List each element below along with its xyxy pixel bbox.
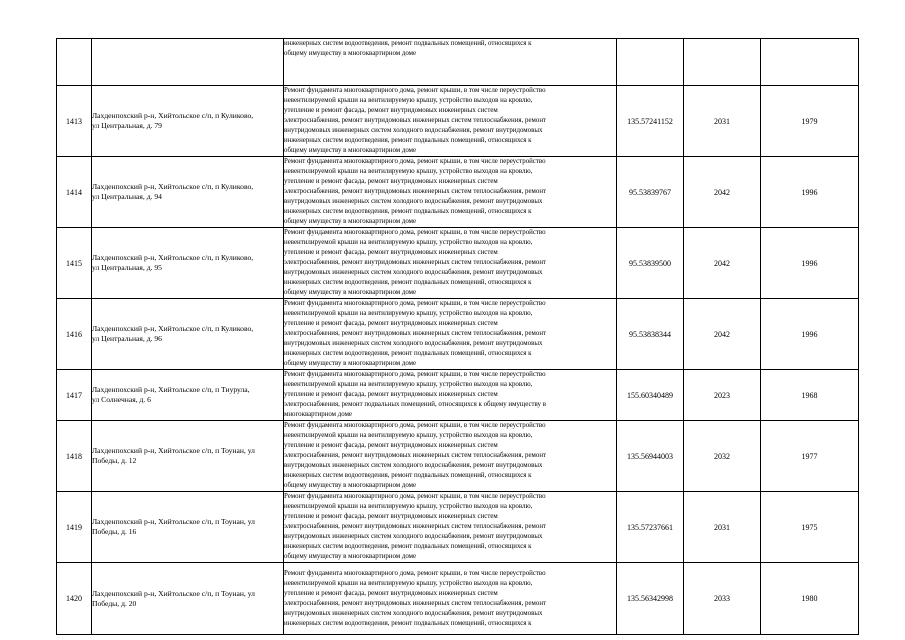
table-row	[57, 370, 859, 421]
address-line: Победы, д. 20	[92, 598, 137, 608]
address-line: Лахденпохский р-н, Хийтольское с/п, п Тоунан, ул	[92, 517, 255, 526]
address-line: Лахденпохский р-н, Хийтольское с/п, п Куликово,	[92, 111, 254, 120]
build-year-cell: 1996	[761, 299, 859, 370]
build-year-cell: 1980	[761, 563, 859, 635]
repair-works-cell	[284, 563, 617, 635]
table-row	[57, 299, 859, 370]
table-row	[57, 86, 859, 157]
cost-cell	[617, 39, 684, 86]
repair-works-line: общему имуществу в многоквартирном доме	[284, 553, 417, 560]
repair-works-cell	[284, 39, 617, 86]
repair-works-line: общему имуществу в многоквартирном доме	[284, 482, 417, 489]
repair-works-line: невентилируемой крыши на вентилируемую крышу, устройство выходов на кровлю,	[284, 381, 533, 388]
repair-works-line: внутридомовых инженерных систем холодного водоснабжения, ремонт внутридомовых	[284, 609, 543, 617]
planned-year-cell: 2042	[684, 299, 761, 370]
repair-works-line: электроснабжения, ремонт внутридомовых инженерных систем теплоснабжения, ремонт	[284, 452, 547, 459]
cost-cell: 135.56944003	[617, 421, 684, 492]
address-line: Победы, д. 16	[92, 527, 137, 536]
repair-works-line: внутридомовых инженерных систем холодного водоснабжения, ремонт внутридомовых	[284, 198, 543, 205]
repair-works-line: Ремонт фундамента многоквартирного дома, ремонт крыши, в том числе переустройство	[284, 300, 546, 307]
repair-works-line: общему имуществу в многоквартирном доме	[284, 289, 417, 296]
address-cell	[92, 299, 284, 370]
repair-works-cell	[284, 299, 617, 370]
repair-works-line: Ремонт фундамента многоквартирного дома, ремонт крыши, в том числе переустройство	[284, 87, 546, 94]
repair-works-line: невентилируемой крыши на вентилируемую крышу, устройство выходов на кровлю,	[284, 239, 533, 246]
address-cell	[92, 421, 284, 492]
planned-year-cell: 2031	[684, 492, 761, 563]
build-year-cell: 1975	[761, 492, 859, 563]
repair-works-line: инженерных систем водоотведения, ремонт подвальных помещений, относящихся к	[284, 350, 532, 357]
repair-works-line: Ремонт фундамента многоквартирного дома, ремонт крыши, в том числе переустройство	[284, 229, 546, 236]
repair-works-line: утепление и ремонт фасада, ремонт внутридомовых инженерных систем	[284, 513, 498, 520]
build-year-cell: 1996	[761, 157, 859, 228]
repair-works-line: Ремонт фундамента многоквартирного дома, ремонт крыши, в том числе переустройство	[284, 422, 546, 429]
address-line: ул Центральная, д. 95	[92, 263, 162, 272]
row-number-cell: 1417	[57, 370, 92, 421]
planned-year-cell: 2031	[684, 86, 761, 157]
address-line: Лахденпохский р-н, Хийтольское с/п, п Тиурула,	[92, 385, 250, 394]
planned-year-cell: 2042	[684, 157, 761, 228]
repair-works-line: утепление и ремонт фасада, ремонт внутридомовых инженерных систем	[284, 249, 498, 256]
repair-works-line: Ремонт фундамента многоквартирного дома, ремонт крыши, в том числе переустройство	[284, 493, 546, 500]
repair-works-line: внутридомовых инженерных систем холодного водоснабжения, ремонт внутридомовых	[284, 533, 543, 540]
repair-works-line: внутридомовых инженерных систем холодного водоснабжения, ремонт внутридомовых	[284, 340, 543, 347]
repair-works-line: невентилируемой крыши на вентилируемую крышу, устройство выходов на кровлю,	[284, 503, 533, 510]
cost-cell: 95.53839767	[617, 157, 684, 228]
repair-works-line: невентилируемой крыши на вентилируемую крышу, устройство выходов на кровлю,	[284, 97, 533, 104]
repair-works-line: электроснабжения, ремонт внутридомовых инженерных систем теплоснабжения, ремонт	[284, 523, 547, 530]
build-year-cell: 1977	[761, 421, 859, 492]
planned-year-cell: 2033	[684, 563, 761, 635]
address-cell	[92, 228, 284, 299]
repair-works-cell	[284, 157, 617, 228]
planned-year-cell: 2023	[684, 370, 761, 421]
address-line: Лахденпохский р-н, Хийтольское с/п, п Куликово,	[92, 324, 254, 333]
address-cell	[92, 39, 284, 86]
row-number-cell: 1419	[57, 492, 92, 563]
repair-works-line: Ремонт фундамента многоквартирного дома, ремонт крыши, в том числе переустройство	[284, 569, 546, 577]
repair-works-cell	[284, 86, 617, 157]
table-body	[57, 39, 859, 635]
row-number-cell: 1414	[57, 157, 92, 228]
cost-cell: 135.56342998	[617, 563, 684, 635]
repair-works-line: инженерных систем водоотведения, ремонт подвальных помещений, относящихся к	[284, 619, 532, 627]
repair-works-line: Ремонт фундамента многоквартирного дома, ремонт крыши, в том числе переустройство	[284, 371, 546, 378]
address-cell	[92, 563, 284, 635]
address-line: ул Центральная, д. 94	[92, 192, 162, 201]
repair-works-line: общему имуществу в многоквартирном доме	[284, 50, 417, 57]
table-row	[57, 157, 859, 228]
repair-works-line: общему имуществу в многоквартирном доме	[284, 360, 417, 367]
address-line: Лахденпохский р-н, Хийтольское с/п, п Куликово,	[92, 182, 254, 191]
repair-works-line: невентилируемой крыши на вентилируемую крышу, устройство выходов на кровлю,	[284, 579, 533, 587]
repair-works-cell	[284, 421, 617, 492]
repair-works-line: электроснабжения, ремонт внутридомовых инженерных систем теплоснабжения, ремонт	[284, 117, 547, 124]
repair-works-line: инженерных систем водоотведения, ремонт подвальных помещений, относящихся к	[284, 279, 532, 286]
planned-year-cell: 2042	[684, 228, 761, 299]
cost-cell: 135.57241152	[617, 86, 684, 157]
table-row	[57, 563, 859, 635]
repair-works-line: общему имуществу в многоквартирном доме	[284, 218, 417, 225]
build-year-cell: 1968	[761, 370, 859, 421]
repair-works-line: невентилируемой крыши на вентилируемую крышу, устройство выходов на кровлю,	[284, 310, 533, 317]
repair-works-line: внутридомовых инженерных систем холодного водоснабжения, ремонт внутридомовых	[284, 127, 543, 134]
repair-works-line: инженерных систем водоотведения, ремонт подвальных помещений, относящихся к	[284, 543, 532, 550]
repair-works-line: инженерных систем водоотведения, ремонт подвальных помещений, относящихся к	[284, 137, 532, 144]
table-row	[57, 39, 859, 86]
address-cell	[92, 370, 284, 421]
repair-works-line: электроснабжения, ремонт внутридомовых инженерных систем теплоснабжения, ремонт	[284, 188, 547, 195]
build-year-cell: 1979	[761, 86, 859, 157]
repair-works-line: электроснабжения, ремонт внутридомовых инженерных систем теплоснабжения, ремонт	[284, 259, 547, 266]
cost-cell: 135.57237661	[617, 492, 684, 563]
planned-year-cell	[684, 39, 761, 86]
address-cell	[92, 157, 284, 228]
repair-works-cell	[284, 492, 617, 563]
repair-works-line: электроснабжения, ремонт подвальных помещений, относящихся к общему имуществу в	[284, 401, 546, 408]
repair-works-line: инженерных систем водоотведения, ремонт подвальных помещений, относящихся к	[284, 208, 532, 215]
address-cell	[92, 86, 284, 157]
repair-works-line: инженерных систем водоотведения, ремонт подвальных помещений, относящихся к	[284, 40, 532, 47]
repair-works-line: утепление и ремонт фасада, ремонт внутридомовых инженерных систем	[284, 589, 498, 597]
cost-cell: 155.60340489	[617, 370, 684, 421]
housing-repair-table	[56, 38, 859, 635]
repair-works-line: утепление и ремонт фасада, ремонт внутридомовых инженерных систем	[284, 391, 498, 398]
repair-works-line: инженерных систем водоотведения, ремонт подвальных помещений, относящихся к	[284, 472, 532, 479]
repair-works-line: внутридомовых инженерных систем холодного водоснабжения, ремонт внутридомовых	[284, 462, 543, 469]
cost-cell: 95.53838344	[617, 299, 684, 370]
address-cell	[92, 492, 284, 563]
repair-works-line: невентилируемой крыши на вентилируемую крышу, устройство выходов на кровлю,	[284, 168, 533, 175]
cost-cell: 95.53839500	[617, 228, 684, 299]
address-line: Лахденпохский р-н, Хийтольское с/п, п Тоунан, ул	[92, 588, 255, 598]
table-row	[57, 228, 859, 299]
repair-works-line: общему имуществу в многоквартирном доме	[284, 147, 417, 154]
repair-works-line: электроснабжения, ремонт внутридомовых инженерных систем теплоснабжения, ремонт	[284, 330, 547, 337]
row-number-cell	[57, 39, 92, 86]
row-number-cell: 1413	[57, 86, 92, 157]
address-line: ул Центральная, д. 96	[92, 334, 162, 343]
repair-works-line: утепление и ремонт фасада, ремонт внутридомовых инженерных систем	[284, 320, 498, 327]
repair-works-line: утепление и ремонт фасада, ремонт внутридомовых инженерных систем	[284, 107, 498, 114]
repair-works-line: внутридомовых инженерных систем холодного водоснабжения, ремонт внутридомовых	[284, 269, 543, 276]
address-line: Лахденпохский р-н, Хийтольское с/п, п Тоунан, ул	[92, 446, 255, 455]
repair-works-line: Ремонт фундамента многоквартирного дома, ремонт крыши, в том числе переустройство	[284, 158, 546, 165]
repair-works-line: невентилируемой крыши на вентилируемую крышу, устройство выходов на кровлю,	[284, 432, 533, 439]
row-number-cell: 1416	[57, 299, 92, 370]
document-page	[56, 38, 852, 627]
planned-year-cell: 2032	[684, 421, 761, 492]
repair-works-line: утепление и ремонт фасада, ремонт внутридомовых инженерных систем	[284, 178, 498, 185]
address-line: ул Центральная, д. 79	[92, 121, 162, 130]
address-line: Победы, д. 12	[92, 456, 137, 465]
repair-works-cell	[284, 228, 617, 299]
row-number-cell: 1418	[57, 421, 92, 492]
repair-works-line: электроснабжения, ремонт внутридомовых инженерных систем теплоснабжения, ремонт	[284, 599, 547, 607]
repair-works-cell	[284, 370, 617, 421]
table-row	[57, 421, 859, 492]
row-number-cell: 1415	[57, 228, 92, 299]
address-line: Лахденпохский р-н, Хийтольское с/п, п Куликово,	[92, 253, 254, 262]
build-year-cell: 1996	[761, 228, 859, 299]
repair-works-line: утепление и ремонт фасада, ремонт внутридомовых инженерных систем	[284, 442, 498, 449]
address-line: ул Солнечная, д. 6	[92, 395, 151, 404]
build-year-cell	[761, 39, 859, 86]
row-number-cell: 1420	[57, 563, 92, 635]
table-row	[57, 492, 859, 563]
repair-works-line: многоквартирном доме	[284, 411, 352, 418]
